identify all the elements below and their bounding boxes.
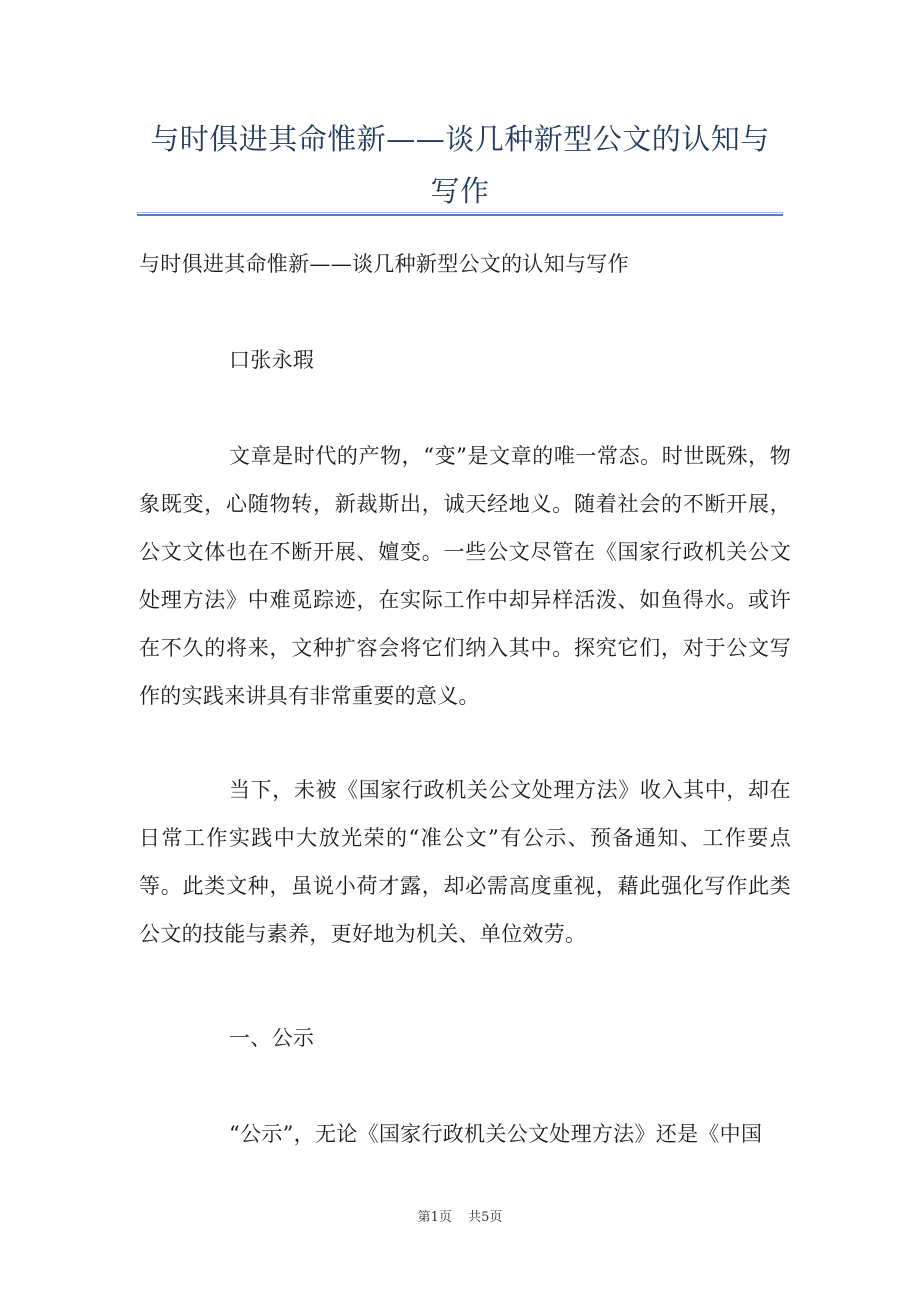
- page-footer: [0, 1206, 920, 1225]
- document-title: 与时俱进其命惟新——谈几种新型公文的认知与写作: [150, 122, 770, 208]
- section-heading: 一、公示: [229, 1026, 315, 1050]
- page-number-current: 第1页: [417, 1210, 452, 1225]
- body-paragraph-1: 文章是时代的产物，“变”是文章的唯一常态。时世既殊，物象既变，心随物转，新裁斯出，诚天经地义。随着社会的不断开展，公文文体也在不断开展、嬗变。一些公文尽管在《国家行政机关公文处理方法》中难觅踪迹，在实际工作中却异样活泼、如鱼得水。或许在不久的将来，文种扩容会将它们纳入其中。探究它们，对于公文写作的实践来讲具有非常重要的意义。: [139, 444, 791, 708]
- body-paragraph-3: “公示”，无论《国家行政机关公文处理方法》还是《中国: [229, 1122, 763, 1146]
- subtitle-line: 与时俱进其命惟新——谈几种新型公文的认知与写作: [139, 252, 629, 276]
- body-paragraph-2: 当下，未被《国家行政机关公文处理方法》收入其中，却在日常工作实践中大放光荣的“准公文”有公示、预备通知、工作要点等。此类文种，虽说小荷才露，却必需高度重视，藉此强化写作此类公文的技能与素养，更好地为机关、单位效劳。: [139, 778, 791, 946]
- author-line: 口张永瑕: [229, 348, 315, 372]
- page-number-total: 共5页: [468, 1210, 503, 1225]
- title-divider: [137, 212, 783, 216]
